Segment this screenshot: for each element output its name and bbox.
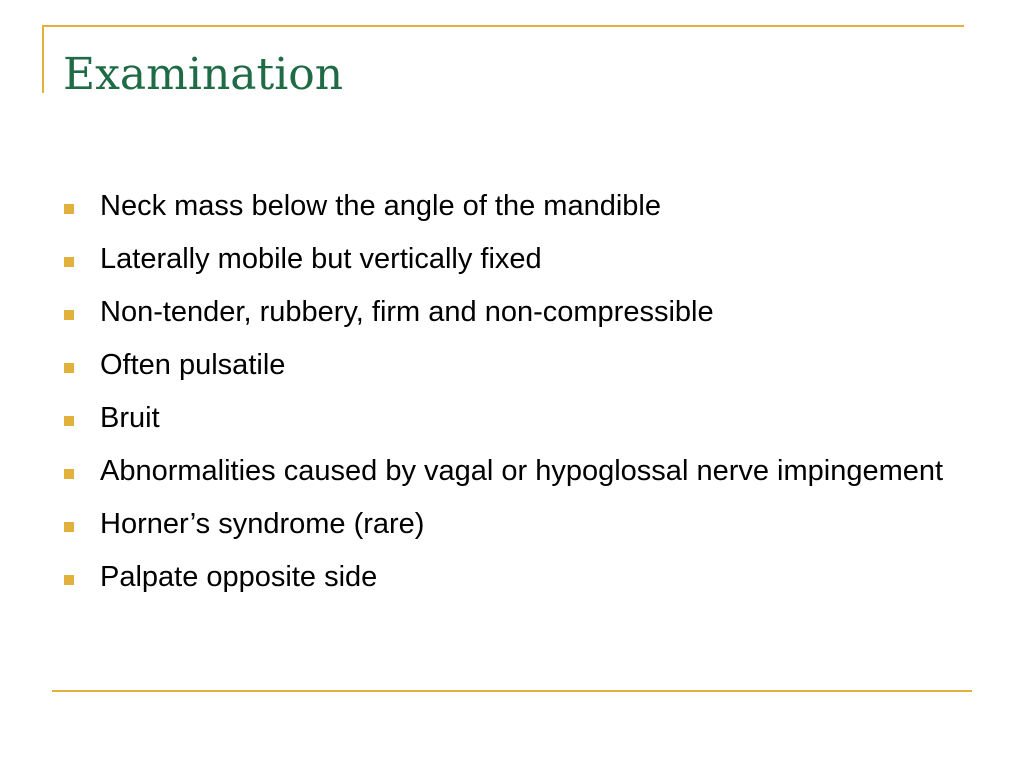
bullet-text: Non-tender, rubbery, firm and non-compressible xyxy=(100,296,714,328)
bullet-item xyxy=(62,504,982,544)
bullet-item xyxy=(62,398,982,438)
square-bullet-icon xyxy=(64,257,74,267)
square-bullet-icon xyxy=(64,522,74,532)
bullet-list xyxy=(62,186,982,610)
bullet-item xyxy=(62,239,982,279)
left-border-line xyxy=(42,25,44,93)
bullet-text: Horner’s syndrome (rare) xyxy=(100,508,425,540)
square-bullet-icon xyxy=(64,575,74,585)
bullet-item xyxy=(62,292,982,332)
bullet-item xyxy=(62,451,982,491)
top-border-line xyxy=(42,25,964,27)
square-bullet-icon xyxy=(64,416,74,426)
bullet-item xyxy=(62,186,982,226)
square-bullet-icon xyxy=(64,204,74,214)
square-bullet-icon xyxy=(64,363,74,373)
bullet-item xyxy=(62,557,982,597)
slide-title: Examination xyxy=(63,49,344,100)
bullet-text: Neck mass below the angle of the mandible xyxy=(100,190,661,222)
bottom-border-line xyxy=(52,690,972,692)
square-bullet-icon xyxy=(64,469,74,479)
bullet-text: Bruit xyxy=(100,402,160,434)
bullet-text: Often pulsatile xyxy=(100,349,286,381)
bullet-text: Laterally mobile but vertically fixed xyxy=(100,243,542,275)
bullet-item xyxy=(62,345,982,385)
bullet-text: Palpate opposite side xyxy=(100,561,378,593)
square-bullet-icon xyxy=(64,310,74,320)
bullet-text: Abnormalities caused by vagal or hypoglossal nerve impingement xyxy=(100,455,944,487)
